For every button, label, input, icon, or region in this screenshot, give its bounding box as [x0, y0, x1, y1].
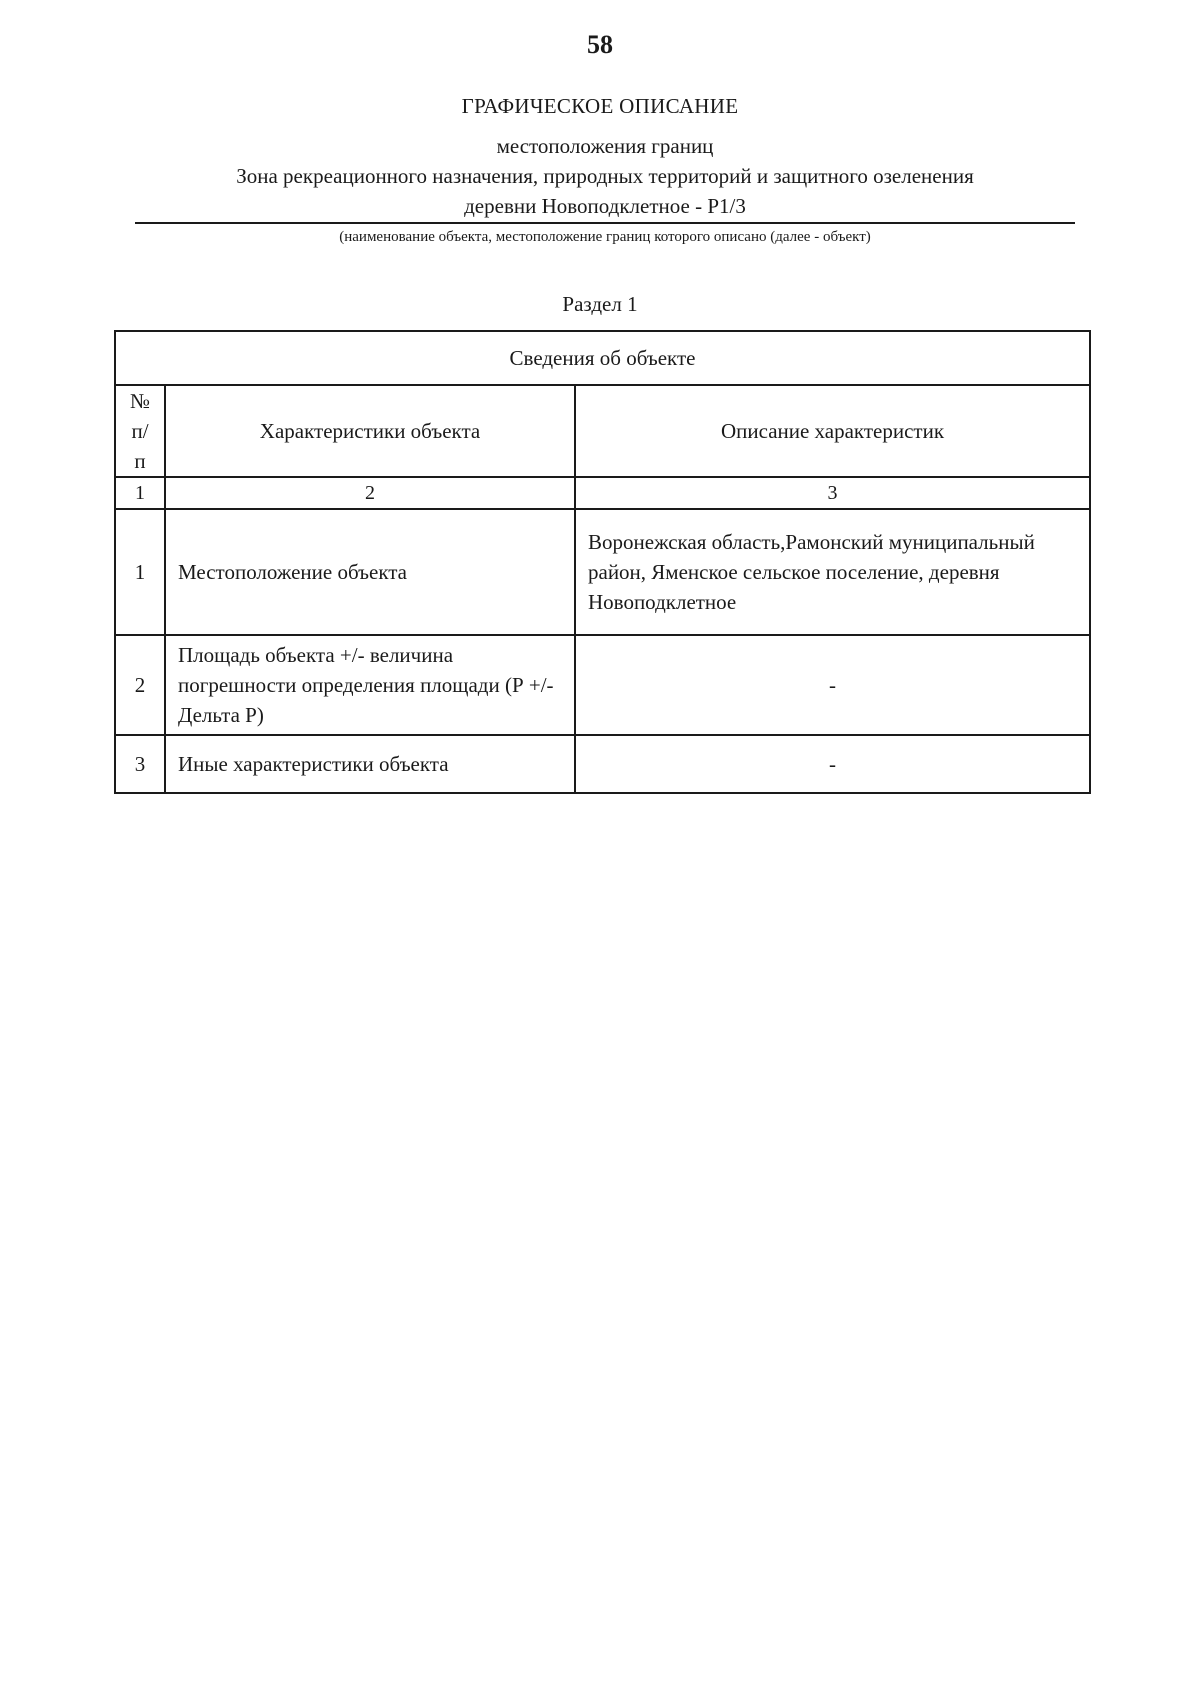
header-description: Описание характеристик [575, 385, 1090, 477]
header-characteristic: Характеристики объекта [165, 385, 575, 477]
table-row [115, 509, 1090, 635]
document-subtitle [135, 131, 1075, 221]
row-characteristic: Иные характеристики объекта [165, 735, 575, 793]
row-description: Воронежская область,Рамонский муниципальный район, Яменское сельское поселение, деревня Новоподклетное [575, 509, 1090, 635]
row-num: 2 [115, 635, 165, 735]
subtitle-line-1: местоположения границ [496, 134, 714, 158]
header-num-line-1: № [129, 389, 151, 413]
row-characteristic: Местоположение объекта [165, 509, 575, 635]
document-title: ГРАФИЧЕСКОЕ ОПИСАНИЕ [461, 94, 739, 118]
header-num [115, 385, 165, 477]
underline-caption: (наименование объекта, местоположение границ которого описано (далее - объект) [339, 229, 871, 245]
row-description: - [575, 635, 1090, 735]
page-number: 58 [587, 30, 613, 59]
subtitle-line-2: Зона рекреационного назначения, природных территорий и защитного озеленения [236, 164, 974, 188]
table-row [115, 735, 1090, 793]
row-num: 1 [115, 509, 165, 635]
row-characteristic: Площадь объекта +/- величина погрешности определения площади (Р +/- Дельта Р) [165, 635, 575, 735]
column-index-row [115, 477, 1090, 509]
section-label: Раздел 1 [562, 292, 638, 316]
table-header-row [115, 385, 1090, 477]
column-index-1: 1 [115, 477, 165, 509]
header-num-line-2: п/п [131, 419, 149, 473]
row-num: 3 [115, 735, 165, 793]
object-info-table [114, 330, 1091, 794]
table-row [115, 635, 1090, 735]
column-index-2: 2 [165, 477, 575, 509]
title-underline [135, 222, 1075, 224]
subtitle-line-3: деревни Новоподклетное - Р1/3 [464, 194, 746, 218]
row-description: - [575, 735, 1090, 793]
table-caption-row [115, 331, 1090, 385]
column-index-3: 3 [575, 477, 1090, 509]
table-caption: Сведения об объекте [115, 331, 1090, 385]
